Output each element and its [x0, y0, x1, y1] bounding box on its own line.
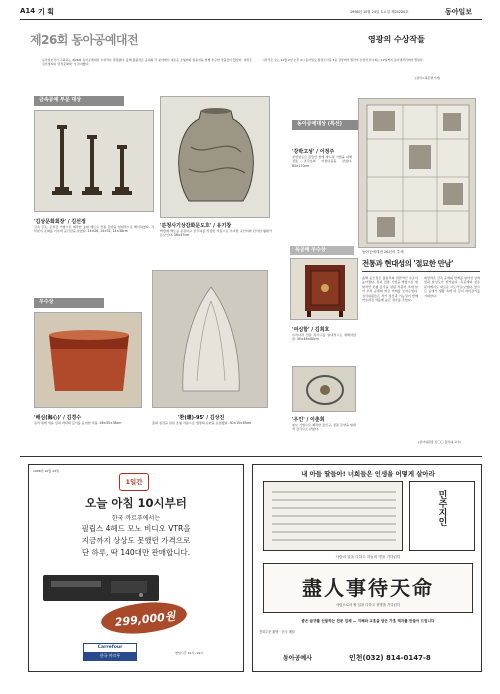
- ad-line-5: 단 하루, 딱 140대만 판매합니다.: [81, 548, 191, 557]
- ad-line-1: 오늘 아침 10시부터: [85, 496, 187, 510]
- feature-title-block: [28, 31, 476, 51]
- lead-right: 시상식은 오는 11월 2일 오후 3시 동아일보 충정로사옥 3층 강당에서 열리며 수상작 전시회는 12일까지 동아갤러리에서 열린다.: [262, 58, 424, 62]
- calligraphy-sub: 사람으로서 할 일을 다하고 천명을 기다린다: [335, 603, 401, 607]
- work-title-5: '환(還)-95' / 김상진: [178, 415, 225, 421]
- sculpture-illustration: [153, 271, 269, 409]
- textile-photo: [358, 98, 476, 248]
- work-title-7: '우인' / 이춘희: [292, 417, 325, 423]
- section-grand: 금속공예 부문 대상: [34, 96, 124, 106]
- glass-bowl-photo: [34, 312, 142, 408]
- textile-illustration: [359, 99, 477, 249]
- ad-divider: [20, 456, 482, 457]
- jury-box: [362, 250, 480, 450]
- ad-phone: 인천(032) 814-0147-8: [349, 654, 431, 662]
- feature-subtitle: 영광의 수상작들: [368, 35, 425, 44]
- section-wood: 목공예 우수상: [290, 246, 354, 255]
- page-number: A14: [20, 7, 36, 15]
- work-title-3: '강박고성' / 이정주: [292, 149, 335, 155]
- ad-date: 1998년 10월 24일: [33, 469, 59, 473]
- calligraphy-panel-2: [263, 563, 473, 613]
- jury-signature: (심사위원장 김〇〇 홍익대 교수): [418, 440, 462, 444]
- vase-illustration: [161, 97, 271, 219]
- section-excellent: 우수상: [34, 298, 104, 308]
- candlestick-illustration: [35, 111, 155, 213]
- badge-label: 1일간: [125, 478, 143, 486]
- jury-section-label: 동아공예대전 26년의 추세: [362, 250, 404, 254]
- ad-line-3: 필립스 4헤드 모노 비디오 VTR을: [81, 524, 191, 533]
- brand-name: Carrefour: [97, 645, 123, 650]
- chest-photo: [290, 258, 358, 320]
- ad-line-2: 한국 까르푸에서는: [111, 515, 161, 522]
- issue-date: 1998년 10월 24일 토요일 제24220호: [350, 10, 409, 14]
- work-title-2: '분청사기상감화문도호' / 유기창: [160, 223, 232, 229]
- vcr-image: [41, 569, 161, 605]
- carrefour-ad: [28, 464, 244, 672]
- ad-line-4: 지금까지 상상도 못했던 가격으로: [81, 536, 191, 545]
- lead-credit: (정리=허문명기자): [415, 76, 441, 80]
- best-prize-photo: [160, 96, 270, 218]
- section-label: 기 획: [38, 8, 54, 16]
- masthead-rule: [20, 19, 482, 20]
- jury-headline-rule: [362, 271, 480, 272]
- ad-footer-2: 전화주문 환영 · 전국 배달: [259, 630, 295, 634]
- calligraphy-text: 盡人事待天命: [302, 576, 434, 600]
- calligraphy-ad: [252, 464, 482, 672]
- ad-banner: 내 아들 딸들아! 너희들은 인생을 어떻게 살아라: [301, 470, 435, 478]
- ad-note: 영업시간 10시~22시: [175, 651, 204, 655]
- stamp-box: [409, 481, 475, 551]
- work-desc-2: 바탕에 백토를 분장하고 꽃무늬를 상감한 작품으로 우아한 곡선미와 단아한 형태가 돋보인다. 36×47cm: [160, 229, 272, 238]
- one-day-badge: [119, 473, 149, 491]
- calligraphy-panel-1: [263, 481, 403, 551]
- feature-title: 제26회 동아공예대전: [30, 33, 139, 47]
- work-desc-3: 천연염료로 물들인 천에 바느질 기법을 더해 전통 조각보의 아름다움을 살렸다. 85×170cm: [292, 155, 352, 168]
- jewelry-photo: [292, 366, 356, 412]
- work-desc-1: 금속 주조, 은상감 기법으로 제작한 촛대 세트로 전통 문양을 현대적으로 해석하였다. 각 부분이 조화를 이루며 공간감을 살렸다. 14×26, 14×31, 14×38cm: [34, 225, 154, 234]
- ad-footer-1: 좋은 글귀를 선물하는 전문 업체 — 지혜와 교훈을 담은 가훈 액자를 만들어 드립니다: [301, 619, 435, 623]
- work-title-6: '여심함' / 김희호: [292, 327, 330, 333]
- grand-prize-photo: [34, 110, 154, 212]
- work-title-4: '해심(海心)' / 김경수: [34, 415, 82, 421]
- work-desc-4: 유리 위에 색을 입혀 바다의 깊이를 표현한 작품. 46×35×38cm: [34, 421, 122, 425]
- price-value: 299,000원: [114, 609, 177, 630]
- vcr-icon: [41, 569, 161, 605]
- bowl-illustration: [35, 313, 143, 409]
- work-desc-7: 칠보 기법으로 제작한 장신구. 전통 문양을 현대적 감각으로 살렸다.: [292, 423, 356, 432]
- sculpture-photo: [152, 270, 268, 408]
- paper-name: 동아일보: [445, 8, 473, 16]
- masthead: [20, 6, 482, 18]
- stamp-text: 민주지인: [436, 490, 447, 526]
- lead-left: 동아일보사가 주최하는 제26회 동아공예대전 수상작이 결정됐다. 올해 출품작은 공예의 각 분야에서 새로운 조형미와 실용성을 함께 추구한 작품들이 많았다. 대상은 김선정씨의 '김상문화회' 가 차지했다.: [42, 58, 252, 67]
- scroll-text-illustration: [264, 482, 404, 552]
- jewelry-illustration: [293, 367, 357, 413]
- work-title-1: '김상문화회장' / 김선정: [34, 219, 86, 225]
- jury-col-2: 대상작은 금속 공예의 한계를 넘어선 섬세함과 완성도가 뛰어났다. 목공예와 섬유 분야에서도 새로운 시도가 돋보였다. 앞으로 공예가 생활 속에 더 깊이 자리잡기를 기대한다.: [424, 276, 480, 298]
- jury-headline: 전통과 현대성의 '절묘한 만남': [362, 259, 453, 268]
- carrefour-logo: [83, 643, 137, 661]
- jury-col-1: 올해 공모전은 출품작의 전반적인 수준이 높아졌다. 특히 전통 기법을 바탕으로 현대적인 조형 감각을 살린 작품이 크게 늘어 우리 공예의 밝은 미래를 보여주었다. 심사위원들은 작가 정신과 기능성이 함께 어우러진 작품에 높은 점수를 주었다.: [362, 276, 418, 303]
- ad-company: 동아공예사: [283, 655, 312, 662]
- ad-caption: 사람의 일을 다하고 하늘의 명을 기다린다: [335, 555, 401, 559]
- work-desc-5: 흙의 질감을 살린 조형 작품으로 생명의 순환을 표현했다. 30×15×65cm: [152, 421, 252, 425]
- chest-illustration: [291, 259, 359, 321]
- section-kr-craft: 동아공예대상 (특선): [292, 120, 362, 130]
- brand-kr: 한국 까르푸: [84, 652, 136, 660]
- work-desc-6: 우리나라 전통 목가구를 현대적으로 재해석한 함. 40×46×80cm: [292, 333, 356, 342]
